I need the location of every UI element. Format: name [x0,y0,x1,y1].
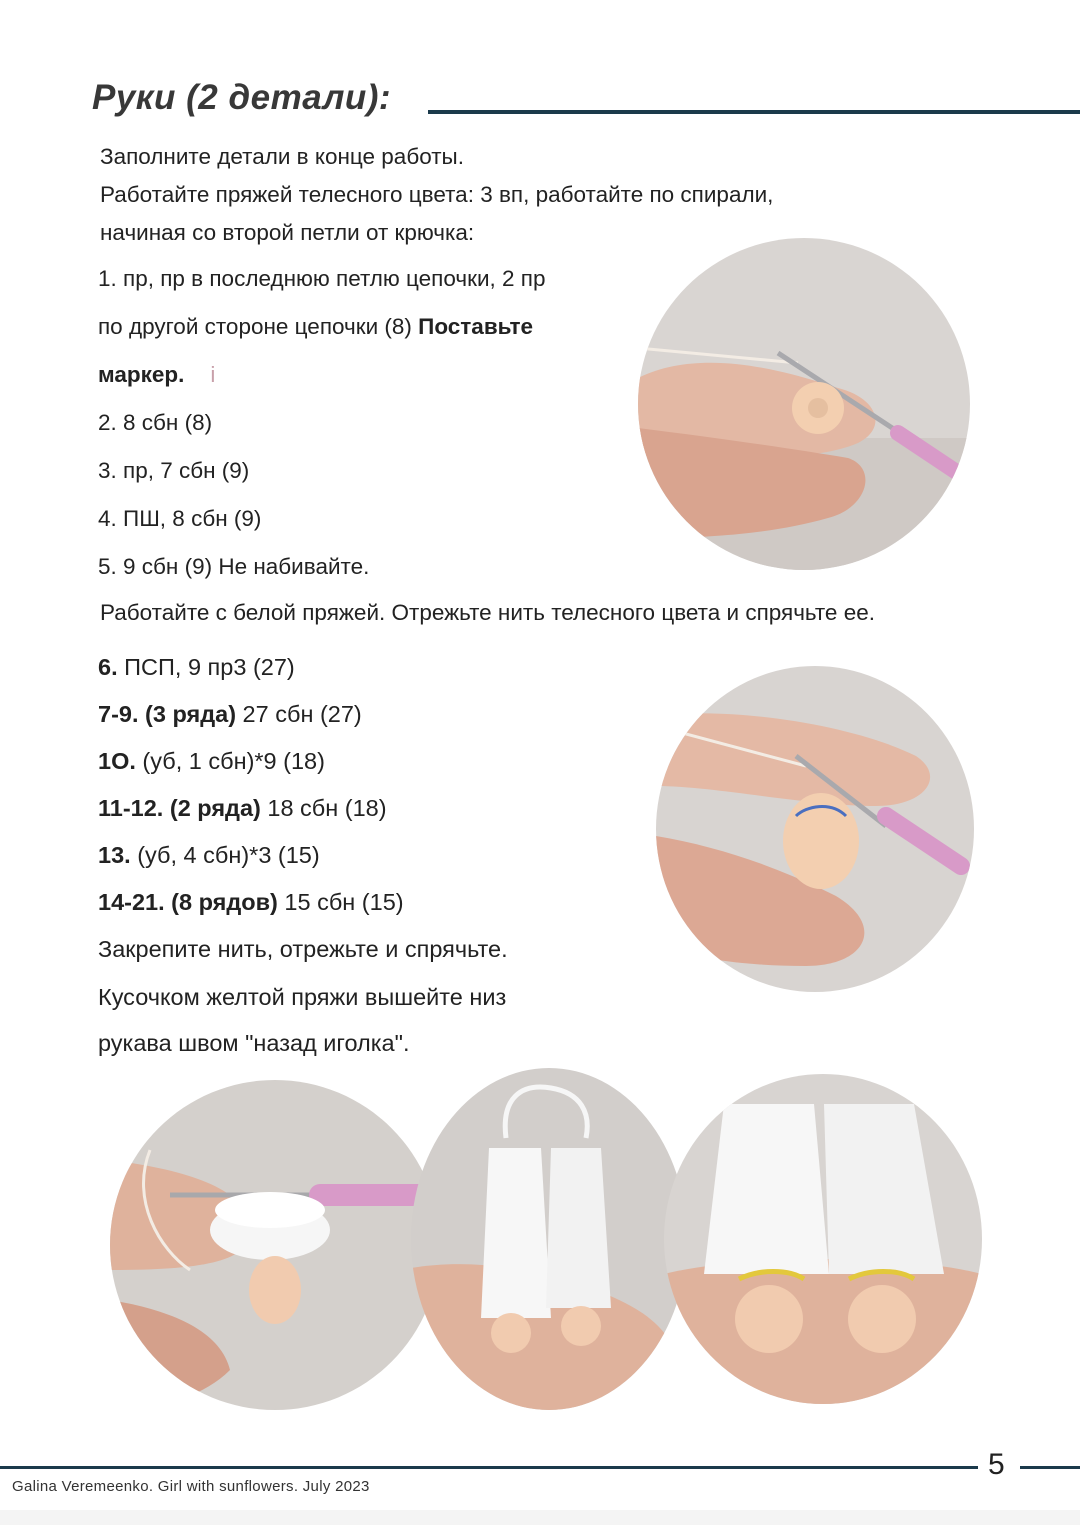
row-1a: 1. пр, пр в последнюю петлю цепочки, 2 пр [98,266,546,291]
row-1b [98,314,533,340]
row-1c [98,362,215,388]
row-10-text: (уб, 1 сбн)*9 (18) [135,748,325,774]
footer-rule-right [1020,1466,1080,1469]
row-14-21 [98,889,404,916]
row-14-text: 15 сбн (15) [277,889,404,915]
row-6-num: 6. [98,654,118,680]
finish-line: Закрепите нить, отрежьте и спрячьте. [98,936,508,962]
row-13-num: 13. [98,842,131,868]
row-11-num: 11-12. (2 ряда) [98,795,261,821]
row-14-num: 14-21. (8 рядов) [98,889,278,915]
footer-credit: Galina Veremeenko. Girl with sunflowers. July 2023 [12,1478,370,1495]
row-11-12 [98,795,387,822]
row-7-text: 27 сбн (27) [236,701,362,727]
page-title: Руки (2 детали): [92,78,392,117]
row-6 [98,654,295,681]
bottom-band [0,1510,1080,1525]
row-13 [98,842,320,869]
footer-rule [0,1466,978,1469]
row-3: 3. пр, 7 сбн (9) [98,458,250,483]
row-7-9 [98,701,362,728]
intro-line: Работайте пряжей телесного цвета: 3 вп, работайте по спирали, [100,182,774,207]
photo-hand-hook-ring [638,238,970,570]
row-1b-text: по другой стороне цепочки (8) [98,314,419,339]
intro-text [100,138,773,252]
row-10-num: 1О. [98,748,136,774]
row-10 [98,748,325,775]
row-1c-bold: маркер. [98,362,185,387]
row-1b-bold: Поставьте [418,314,534,339]
row-7-num: 7-9. (3 ряда) [98,701,237,727]
photo-two-white-sleeves [411,1068,687,1410]
photo-hand-hook-piece [656,666,974,992]
row-2: 2. 8 сбн (8) [98,410,213,435]
finish-line: Кусочком желтой пряжи вышейте низ [98,984,507,1010]
intro-line: Заполните детали в конце работы. [100,144,464,169]
row-4: 4. ПШ, 8 сбн (9) [98,506,262,531]
photo-sleeves-yellow-trim [664,1074,982,1404]
title-rule [428,110,1080,114]
row-5: 5. 9 сбн (9) Не набивайте. [98,554,370,579]
finish-line: рукава швом "назад иголка". [98,1030,410,1056]
page-number: 5 [988,1448,1005,1481]
photo-white-sleeve-on-hook [110,1080,440,1410]
intro-line: начиная со второй петли от крючка: [100,220,475,245]
row-6-text: ПСП, 9 пр3 (27) [117,654,295,680]
row-11-text: 18 сбн (18) [260,795,387,821]
white-yarn-note: Работайте с белой пряжей. Отрежьте нить телесного цвета и спрячьте ее. [100,600,875,625]
marker-glyph: i [210,362,216,387]
row-13-text: (уб, 4 сбн)*3 (15) [130,842,320,868]
